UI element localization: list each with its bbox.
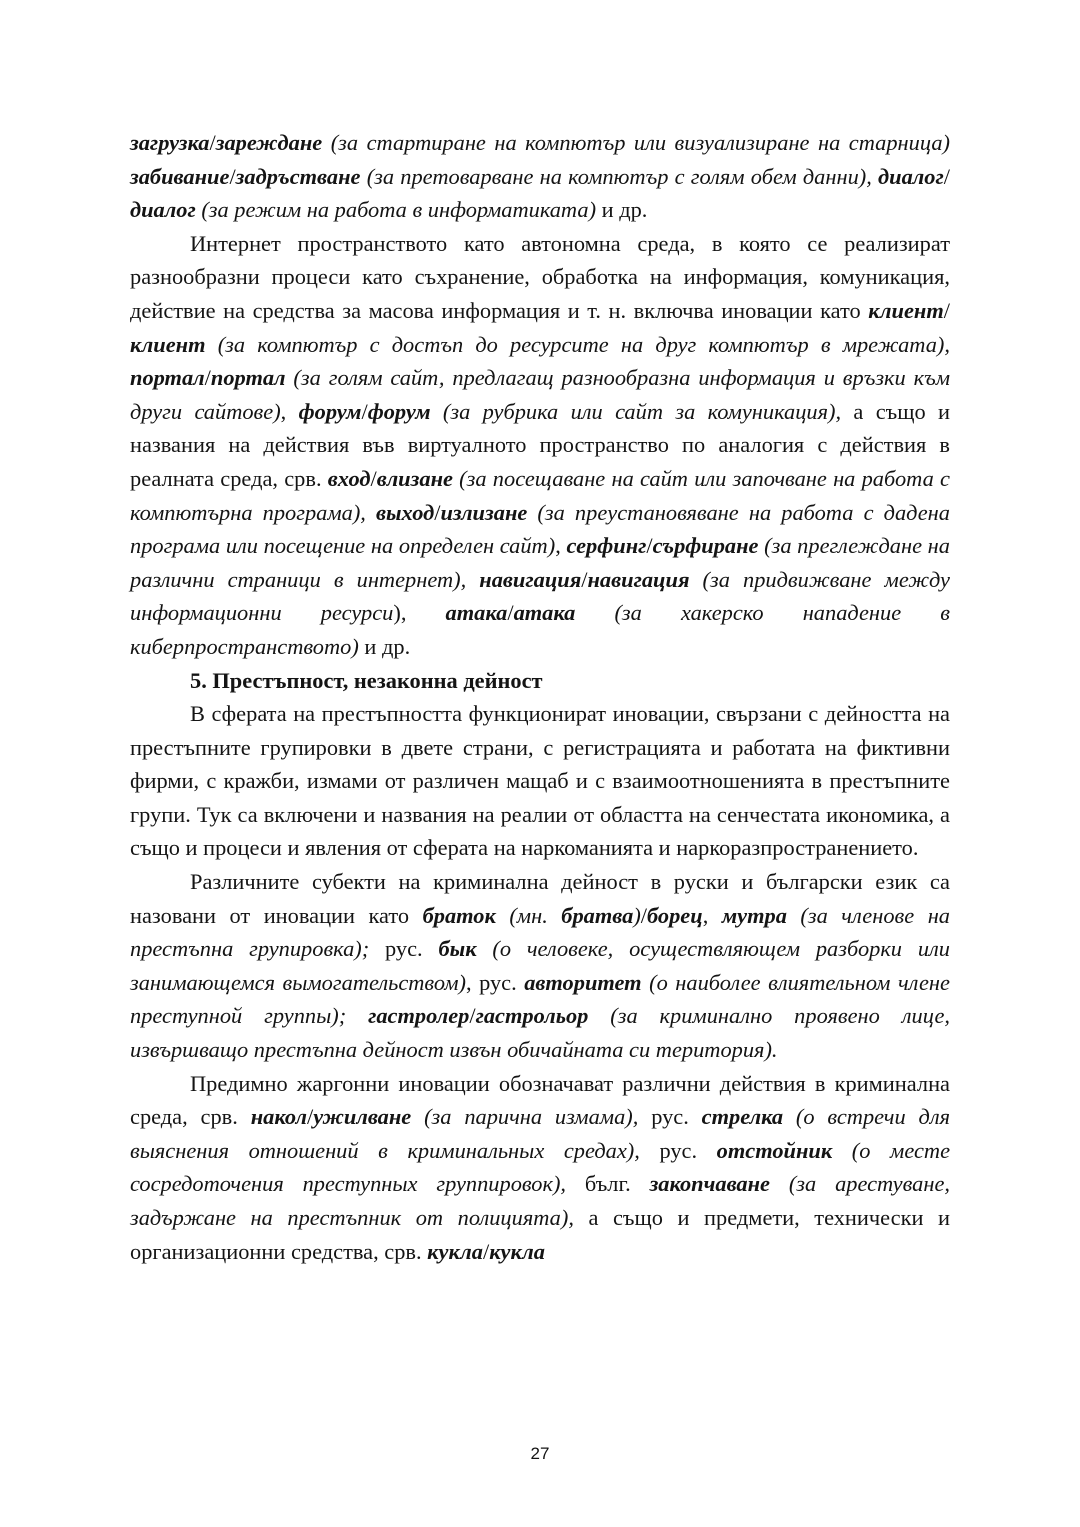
term: ужилване [313, 1104, 412, 1130]
text-run: / [204, 365, 211, 391]
text-run: / [646, 533, 653, 559]
text-run: / [943, 297, 950, 323]
text-run: (за хакерско нападение в киберпространството) [130, 600, 950, 659]
text-run: , рус. [465, 969, 525, 995]
text-run: Интернет пространството като автономна среда, в която се реализират разнообразни процеси като съхранение, обработка на информация, комуникация, действие на средства за масова информация и т. н. включва иновации като [130, 230, 950, 323]
text-run: / [581, 566, 588, 592]
term: серфинг [566, 533, 647, 559]
term: портал [130, 365, 205, 391]
term: сърфиране [652, 533, 759, 559]
page-number: 27 [530, 1444, 550, 1463]
term: закопчаване [649, 1171, 770, 1197]
text-run: (за стартиране на компютър или визуализиране на старница) [322, 130, 950, 155]
text-run: рус. [639, 1137, 717, 1163]
text-run: / [209, 130, 216, 155]
paragraph-4 [130, 865, 950, 1067]
text-run: (за придвижване между информационни ресурси [130, 566, 950, 626]
term: загрузка [130, 130, 210, 155]
term: навигация [479, 566, 582, 592]
text-run: а също и предмети, технически и организационни средства, срв. [130, 1205, 950, 1264]
text-run: (за компютър с достъп до ресурсите на друг компютър в мрежата), [205, 331, 950, 357]
term: портал [210, 365, 286, 391]
text-run: / [229, 163, 236, 189]
paragraph-1 [130, 126, 950, 227]
text-run: (за рубрика или сайт за комуникация), [430, 398, 842, 424]
text-run: Предимно жаргонни иновации обозначават различни действия в криминална среда, срв. [130, 1070, 950, 1130]
term: авторитет [524, 969, 642, 995]
term: гастролер [368, 1003, 470, 1029]
text-run: рус. [638, 1104, 702, 1130]
body-text [130, 126, 950, 1268]
text-run: / [434, 499, 441, 525]
text-run: В сферата на престъпността функционират иновации, свързани с дейността на престъпните групировки в двете страни, с регистрацията и работата на фиктивни фирми, с кражби, измами от различен мащаб и с взаимоотношенията в престъпните групи. Тук са включени и названия на реалии от областта на сенчестата икономика, а също и процеси и явления от сферата на наркоманията и наркоразпространението. [130, 701, 950, 861]
paragraph-3 [130, 697, 950, 865]
term: излизане [440, 499, 528, 525]
term: гастрольор [475, 1003, 589, 1029]
term: задръстване [235, 163, 361, 189]
text-run: / [482, 1238, 490, 1264]
term: борец [647, 902, 703, 928]
text-run: , [555, 533, 567, 559]
term: братва [561, 902, 634, 928]
term: кукла [427, 1238, 483, 1264]
text-run: / [469, 1003, 476, 1029]
term: навигация [587, 566, 690, 592]
term: бык [438, 936, 477, 962]
term: выход [376, 499, 435, 525]
text-run: / [943, 163, 950, 189]
term: мутра [721, 902, 787, 928]
term: атака [445, 600, 508, 626]
text-run: / [640, 902, 648, 928]
term: атака [513, 600, 576, 626]
text-run: / [370, 465, 377, 491]
text-run: (о встречи для выяснения отношений в криминальных средах), [130, 1104, 951, 1163]
text-run: (за преглеждане на различни страници в интернет), [130, 533, 950, 592]
text-run: и др. [358, 633, 411, 659]
section-heading: 5. Престъпност, незаконна дейност [190, 667, 543, 693]
paragraph-2 [130, 227, 950, 664]
text-run: (за членове на престъпна групировка); [130, 902, 950, 962]
text-run: (за преустановяване на работа с дадена програма или посещение на определен сайт) [130, 499, 950, 559]
text-run: а също и названия на действия във виртуалното пространство по аналогия с действия в реалната среда, срв. [130, 398, 950, 491]
term: браток [422, 902, 496, 928]
term: кукла [489, 1238, 545, 1264]
text-run: ) [633, 902, 641, 928]
text-run: и др. [596, 197, 648, 223]
term: накол [250, 1104, 307, 1130]
text-run: / [361, 398, 368, 424]
paragraph-5 [130, 1067, 950, 1269]
text-run: (мн. [495, 902, 562, 928]
text-run: , [280, 398, 299, 424]
term: клиент [130, 331, 206, 357]
term: форум [367, 398, 431, 424]
term: зареждане [215, 130, 323, 155]
text-run: (за парична измама), [411, 1104, 639, 1130]
text-run: (за посещаване на сайт или започване на работа с компютърна програма), [130, 465, 950, 525]
text-run: (за криминално проявено лице, извършващо престъпна дейност извън обичайната си територия). [130, 1003, 951, 1063]
text-run: (за голям сайт, предлагащ разнообразна информация и връзки към други сайтове) [130, 365, 950, 424]
term: вход [327, 465, 371, 491]
text-run: Различните субекти на криминална дейност в руски и български език са назовани от иновации като [130, 869, 950, 928]
term: клиент [868, 297, 944, 323]
term: форум [298, 398, 362, 424]
text-run: ), [393, 600, 446, 626]
text-run: рус. [369, 936, 439, 962]
term: отстойник [716, 1137, 833, 1163]
term: забивание [130, 163, 230, 189]
text-run: , [702, 902, 722, 928]
text-run: (о человеке, осуществляющем разборки или занимающемся вымогательством) [130, 936, 950, 995]
text-run: (за претоварване на компютър с голям обем данни), [360, 163, 879, 189]
term: влизане [376, 465, 453, 491]
term: стрелка [701, 1104, 784, 1130]
text-run: (за режим на работа в информатиката) [195, 197, 597, 223]
term: диалог [130, 197, 196, 223]
text-run: бълг. [566, 1171, 650, 1197]
text-run: / [507, 600, 514, 626]
text-run: (за арестуване, задържане на престъпник от полицията), [130, 1171, 950, 1230]
text-run: (о месте сосредоточения преступных группировок), [130, 1137, 951, 1197]
text-run: (о наиболее влиятельном члене преступной группы); [130, 969, 950, 1029]
text-run: / [306, 1104, 314, 1130]
term: диалог [878, 163, 944, 189]
